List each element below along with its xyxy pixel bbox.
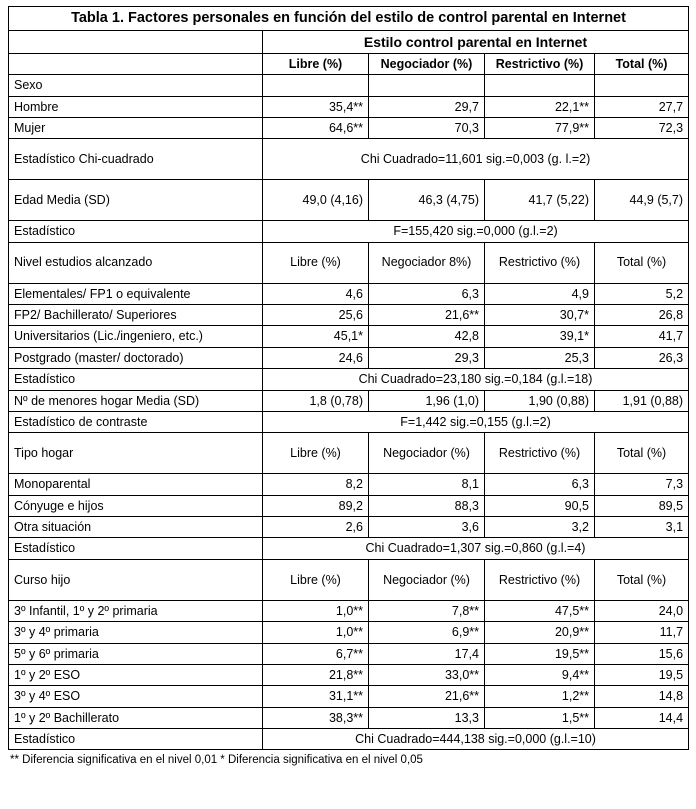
column-header-libre: Libre (%) (263, 53, 369, 74)
table-row (9, 117, 689, 138)
row-cell: 2,6 (263, 517, 369, 538)
row-cell: 42,8 (369, 326, 485, 347)
subheader-cell: Total (%) (595, 559, 689, 600)
row-cell: 24,0 (595, 600, 689, 621)
row-cell: 1,2** (485, 686, 595, 707)
row-cell: 77,9** (485, 117, 595, 138)
row-cell: 1,0** (263, 600, 369, 621)
table-row (9, 643, 689, 664)
subheader-cell: Libre (%) (263, 242, 369, 283)
table-row (9, 517, 689, 538)
row-cell: 11,7 (595, 622, 689, 643)
table-row (9, 600, 689, 621)
column-header-total: Total (%) (595, 53, 689, 74)
row-label: Estadístico de contraste (9, 411, 263, 432)
subheader-cell: Restrictivo (%) (485, 433, 595, 474)
row-label: Nº de menores hogar Media (SD) (9, 390, 263, 411)
subheader-cell: Negociador 8%) (369, 242, 485, 283)
row-cell: 6,3 (485, 474, 595, 495)
row-cell: 89,5 (595, 495, 689, 516)
subheader-cell: Total (%) (595, 433, 689, 474)
table-row-stat (9, 538, 689, 559)
subheader-cell: Total (%) (595, 242, 689, 283)
row-cell: 6,3 (369, 283, 485, 304)
row-label: Hombre (9, 96, 263, 117)
row-stat: F=1,442 sig.=0,155 (g.l.=2) (263, 411, 689, 432)
corner-cell (9, 30, 263, 53)
row-cell: 70,3 (369, 117, 485, 138)
row-cell: 20,9** (485, 622, 595, 643)
row-label: Otra situación (9, 517, 263, 538)
table-row (9, 283, 689, 304)
row-label: Estadístico Chi-cuadrado (9, 139, 263, 180)
row-cell: 26,8 (595, 305, 689, 326)
table-row (9, 495, 689, 516)
row-cell: 38,3** (263, 707, 369, 728)
row-cell: 4,9 (485, 283, 595, 304)
row-cell: 25,6 (263, 305, 369, 326)
row-cell: 21,6** (369, 686, 485, 707)
row-label: 3º y 4º primaria (9, 622, 263, 643)
subheader-cell: Libre (%) (263, 433, 369, 474)
row-cell: 44,9 (5,7) (595, 180, 689, 221)
row-cell: 29,7 (369, 96, 485, 117)
row-cell: 89,2 (263, 495, 369, 516)
table-row (9, 326, 689, 347)
row-cell: 14,4 (595, 707, 689, 728)
row-cell: 15,6 (595, 643, 689, 664)
subheader-cell: Negociador (%) (369, 559, 485, 600)
parental-control-table (8, 6, 689, 750)
row-cell: 17,4 (369, 643, 485, 664)
row-cell (485, 75, 595, 96)
row-cell: 22,1** (485, 96, 595, 117)
row-cell: 21,8** (263, 664, 369, 685)
row-cell: 41,7 (595, 326, 689, 347)
row-cell: 9,4** (485, 664, 595, 685)
row-cell: 72,3 (595, 117, 689, 138)
row-cell: 19,5 (595, 664, 689, 685)
table-footnote: ** Diferencia significativa en el nivel 0,01 * Diferencia significativa en el nivel 0,05 (10, 754, 423, 767)
row-cell: 31,1** (263, 686, 369, 707)
column-header-row (9, 53, 689, 74)
row-cell: 24,6 (263, 347, 369, 368)
row-label: Elementales/ FP1 o equivalente (9, 283, 263, 304)
table-row (9, 390, 689, 411)
row-label: Universitarios (Lic./ingeniero, etc.) (9, 326, 263, 347)
row-label: 3º y 4º ESO (9, 686, 263, 707)
row-cell: 19,5** (485, 643, 595, 664)
table-row-stat (9, 139, 689, 180)
subheader-cell: Restrictivo (%) (485, 559, 595, 600)
group-header-row (9, 30, 689, 53)
table-row (9, 707, 689, 728)
row-label: Estadístico (9, 221, 263, 242)
row-cell: 6,7** (263, 643, 369, 664)
subheader-cell: Negociador (%) (369, 433, 485, 474)
table-row (9, 347, 689, 368)
row-cell: 45,1* (263, 326, 369, 347)
row-cell: 46,3 (4,75) (369, 180, 485, 221)
row-cell: 88,3 (369, 495, 485, 516)
row-label: FP2/ Bachillerato/ Superiores (9, 305, 263, 326)
row-label: Nivel estudios alcanzado (9, 242, 263, 283)
table-subheader-row (9, 433, 689, 474)
row-cell (595, 75, 689, 96)
row-cell: 1,0** (263, 622, 369, 643)
table-title: Tabla 1. Factores personales en función del estilo de control parental en Internet (9, 7, 689, 31)
row-label: 5º y 6º primaria (9, 643, 263, 664)
row-cell: 1,8 (0,78) (263, 390, 369, 411)
row-cell: 8,2 (263, 474, 369, 495)
row-cell: 21,6** (369, 305, 485, 326)
row-cell: 47,5** (485, 600, 595, 621)
row-cell: 5,2 (595, 283, 689, 304)
table-row-stat (9, 221, 689, 242)
table-body (9, 7, 689, 750)
table-row (9, 686, 689, 707)
table-row-stat (9, 729, 689, 750)
row-stat: Chi Cuadrado=23,180 sig.=0,184 (g.l.=18) (263, 369, 689, 390)
row-cell: 49,0 (4,16) (263, 180, 369, 221)
row-cell: 3,1 (595, 517, 689, 538)
row-cell: 14,8 (595, 686, 689, 707)
row-label: Postgrado (master/ doctorado) (9, 347, 263, 368)
row-label: Sexo (9, 75, 263, 96)
row-stat: Chi Cuadrado=1,307 sig.=0,860 (g.l.=4) (263, 538, 689, 559)
row-cell: 1,96 (1,0) (369, 390, 485, 411)
column-header-restrictivo: Restrictivo (%) (485, 53, 595, 74)
table-subheader-row (9, 559, 689, 600)
row-label: Estadístico (9, 729, 263, 750)
table-row (9, 180, 689, 221)
row-label: Estadístico (9, 538, 263, 559)
subheader-cell: Libre (%) (263, 559, 369, 600)
row-cell: 13,3 (369, 707, 485, 728)
row-label: Monoparental (9, 474, 263, 495)
row-label: 1º y 2º ESO (9, 664, 263, 685)
column-header-negociador: Negociador (%) (369, 53, 485, 74)
row-stat: Chi Cuadrado=444,138 sig.=0,000 (g.l.=10) (263, 729, 689, 750)
group-header: Estilo control parental en Internet (263, 30, 689, 53)
row-cell (263, 75, 369, 96)
row-stat: Chi Cuadrado=11,601 sig.=0,003 (g. l.=2) (263, 139, 689, 180)
row-cell: 41,7 (5,22) (485, 180, 595, 221)
row-label: Edad Media (SD) (9, 180, 263, 221)
row-cell: 3,2 (485, 517, 595, 538)
row-cell: 3,6 (369, 517, 485, 538)
row-label: Cónyuge e hijos (9, 495, 263, 516)
table-subheader-row (9, 242, 689, 283)
row-cell: 1,91 (0,88) (595, 390, 689, 411)
table-row-stat (9, 369, 689, 390)
table-row-stat (9, 411, 689, 432)
row-label: Estadístico (9, 369, 263, 390)
row-cell: 6,9** (369, 622, 485, 643)
row-cell: 33,0** (369, 664, 485, 685)
row-cell: 7,8** (369, 600, 485, 621)
row-cell: 25,3 (485, 347, 595, 368)
row-label: Curso hijo (9, 559, 263, 600)
row-cell: 27,7 (595, 96, 689, 117)
corner-cell-2 (9, 53, 263, 74)
row-label: Tipo hogar (9, 433, 263, 474)
table-row (9, 664, 689, 685)
table-title-row (9, 7, 689, 31)
table-row (9, 474, 689, 495)
row-label: 1º y 2º Bachillerato (9, 707, 263, 728)
table-row (9, 75, 689, 96)
row-cell: 29,3 (369, 347, 485, 368)
row-cell: 4,6 (263, 283, 369, 304)
row-cell (369, 75, 485, 96)
row-cell: 7,3 (595, 474, 689, 495)
row-label: Mujer (9, 117, 263, 138)
row-cell: 1,5** (485, 707, 595, 728)
row-cell: 64,6** (263, 117, 369, 138)
table-row (9, 622, 689, 643)
row-cell: 1,90 (0,88) (485, 390, 595, 411)
row-cell: 39,1* (485, 326, 595, 347)
row-stat: F=155,420 sig.=0,000 (g.l.=2) (263, 221, 689, 242)
row-cell: 35,4** (263, 96, 369, 117)
table-row (9, 96, 689, 117)
row-cell: 26,3 (595, 347, 689, 368)
row-cell: 90,5 (485, 495, 595, 516)
subheader-cell: Restrictivo (%) (485, 242, 595, 283)
row-label: 3º Infantil, 1º y 2º primaria (9, 600, 263, 621)
row-cell: 8,1 (369, 474, 485, 495)
table-row (9, 305, 689, 326)
row-cell: 30,7* (485, 305, 595, 326)
